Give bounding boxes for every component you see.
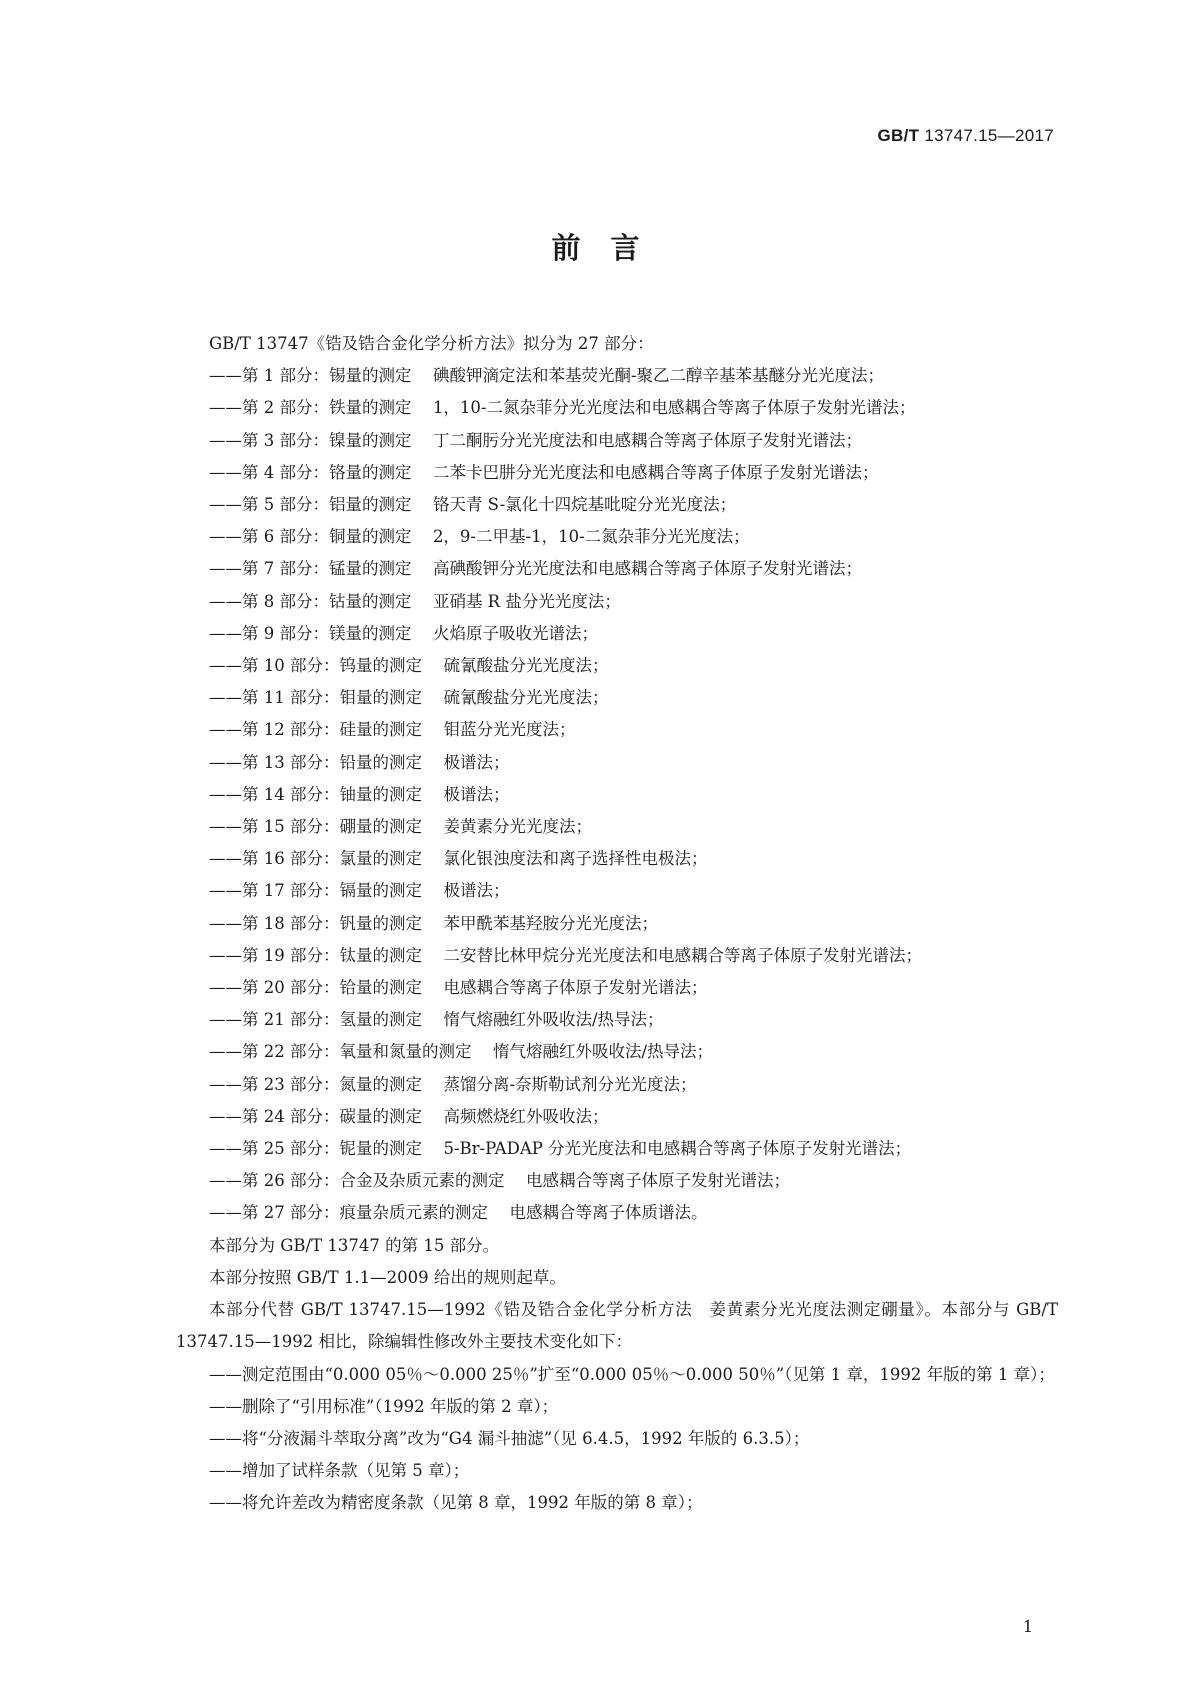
- drafting-paragraph: 本部分按照 GB/T 1.1—2009 给出的规则起草。: [209, 1267, 566, 1287]
- dash-mark: ——: [209, 688, 242, 708]
- part-label: 第 21 部分：氢量的测定: [242, 1010, 422, 1030]
- part-item: [176, 811, 1058, 843]
- part-label: 第 17 部分：镉量的测定: [242, 881, 422, 901]
- part-item: [176, 650, 1058, 682]
- dash-mark: ——: [209, 1042, 242, 1062]
- dash-mark: ——: [209, 462, 242, 482]
- part-method: 2，9-二甲基-1，10-二氮杂菲分光光度法；: [432, 527, 750, 547]
- part-label: 第 3 部分：镍量的测定: [242, 430, 412, 450]
- part-method: 电感耦合等离子体质谱法。: [509, 1203, 708, 1223]
- part-method: 电感耦合等离子体原子发射光谱法；: [443, 978, 708, 998]
- parts-list: [176, 360, 1058, 1229]
- dash-mark: ——: [209, 817, 242, 837]
- part-method: 极谱法；: [443, 881, 510, 901]
- part-method: 硫氰酸盐分光光度法；: [443, 688, 609, 708]
- dash-mark: ——: [209, 978, 242, 998]
- dash-mark: ——: [209, 656, 242, 676]
- part-method: 苯甲酰苯基羟胺分光光度法；: [443, 913, 658, 933]
- part-item: [176, 457, 1058, 489]
- part-method: 氯化银浊度法和离子选择性电极法；: [443, 849, 708, 869]
- dash-mark: ——: [209, 623, 242, 643]
- part-method: 蒸馏分离-奈斯勒试剂分光光度法；: [443, 1074, 697, 1094]
- part-method: 1，10-二氮杂菲分光光度法和电感耦合等离子体原子发射光谱法；: [432, 398, 916, 418]
- part-label: 第 9 部分：镁量的测定: [242, 623, 412, 643]
- dash-mark: ——: [209, 559, 242, 579]
- change-item: [176, 1391, 1058, 1423]
- part-method: 电感耦合等离子体原子发射光谱法；: [525, 1171, 790, 1191]
- part-item: [176, 1101, 1058, 1133]
- dash-mark: ——: [209, 1106, 242, 1126]
- change-text: 测定范围由“0.000 05％～0.000 25％”扩至“0.000 05％～0.000 50％”（见第 1 章，1992 年版的第 1 章）；: [242, 1364, 1055, 1384]
- part-label: 第 25 部分：铌量的测定: [242, 1139, 422, 1159]
- part-of-paragraph: 本部分为 GB/T 13747 的第 15 部分。: [209, 1235, 500, 1255]
- part-label: 第 7 部分：锰量的测定: [242, 559, 412, 579]
- change-item: [176, 1359, 1058, 1391]
- part-item: [176, 843, 1058, 875]
- part-method: 碘酸钾滴定法和苯基荧光酮-聚乙二醇辛基苯基醚分光光度法；: [432, 366, 885, 386]
- page-number: 1: [1022, 1617, 1033, 1636]
- part-label: 第 13 部分：铅量的测定: [242, 752, 422, 772]
- dash-mark: ——: [209, 495, 242, 515]
- part-method: 硫氰酸盐分光光度法；: [443, 656, 609, 676]
- part-label: 第 22 部分：氧量和氮量的测定: [242, 1042, 472, 1062]
- part-item: [176, 1165, 1058, 1197]
- dash-mark: ——: [209, 1203, 242, 1223]
- dash-mark: ——: [209, 1493, 242, 1513]
- part-item: [176, 714, 1058, 746]
- part-label: 第 20 部分：铪量的测定: [242, 978, 422, 998]
- page-title: 前言: [551, 231, 670, 265]
- part-item: [176, 1069, 1058, 1101]
- part-item: [176, 489, 1058, 521]
- part-item: [176, 618, 1058, 650]
- part-item: [176, 875, 1058, 907]
- change-text: 删除了“引用标准”（1992 年版的第 2 章）；: [242, 1396, 559, 1416]
- part-label: 第 26 部分：合金及杂质元素的测定: [242, 1171, 505, 1191]
- part-method: 火焰原子吸收光谱法；: [432, 623, 598, 643]
- dash-mark: ——: [209, 784, 242, 804]
- part-label: 第 1 部分：锡量的测定: [242, 366, 412, 386]
- part-item: [176, 972, 1058, 1004]
- part-method: 惰气熔融红外吸收法/热导法；: [443, 1010, 664, 1030]
- part-item: [176, 1133, 1058, 1165]
- part-item: [176, 779, 1058, 811]
- part-method: 钼蓝分光光度法；: [443, 720, 576, 740]
- dash-mark: ——: [209, 881, 242, 901]
- dash-mark: ——: [209, 1171, 242, 1191]
- part-label: 第 23 部分：氮量的测定: [242, 1074, 422, 1094]
- dash-mark: ——: [209, 430, 242, 450]
- standard-prefix: GB/T: [877, 126, 920, 145]
- change-text: 将允许差改为精密度条款（见第 8 章，1992 年版的第 8 章）；: [242, 1493, 703, 1513]
- intro-paragraph: GB/T 13747《锆及锆合金化学分析方法》拟分为 27 部分：: [209, 334, 654, 353]
- dash-mark: ——: [209, 591, 242, 611]
- part-label: 第 27 部分：痕量杂质元素的测定: [242, 1203, 488, 1223]
- part-item: [176, 392, 1058, 424]
- dash-mark: ——: [209, 1074, 242, 1094]
- part-item: [176, 553, 1058, 585]
- part-item: [176, 360, 1058, 392]
- dash-mark: ——: [209, 1139, 242, 1159]
- dash-mark: ——: [209, 366, 242, 386]
- part-item: [176, 747, 1058, 779]
- part-label: 第 6 部分：铜量的测定: [242, 527, 412, 547]
- dash-mark: ——: [209, 752, 242, 772]
- dash-mark: ——: [209, 1396, 242, 1416]
- part-method: 铬天青 S-氯化十四烷基吡啶分光光度法；: [432, 495, 737, 515]
- part-label: 第 14 部分：铀量的测定: [242, 784, 422, 804]
- change-text: 将“分液漏斗萃取分离”改为“G4 漏斗抽滤”（见 6.4.5，1992 年版的 6.3.5）；: [242, 1428, 810, 1448]
- dash-mark: ——: [209, 1461, 242, 1481]
- part-label: 第 10 部分：钨量的测定: [242, 656, 422, 676]
- part-method: 5-Br-PADAP 分光光度法和电感耦合等离子体原子发射光谱法；: [443, 1139, 912, 1159]
- standard-code: 13747.15—2017: [924, 126, 1054, 145]
- part-method: 极谱法；: [443, 752, 510, 772]
- part-method: 极谱法；: [443, 784, 510, 804]
- part-label: 第 2 部分：铁量的测定: [242, 398, 412, 418]
- part-item: [176, 521, 1058, 553]
- change-item: [176, 1487, 1058, 1519]
- part-label: 第 15 部分：硼量的测定: [242, 817, 422, 837]
- part-method: 丁二酮肟分光光度法和电感耦合等离子体原子发射光谱法；: [432, 430, 862, 450]
- dash-mark: ——: [209, 1010, 242, 1030]
- dash-mark: ——: [209, 398, 242, 418]
- part-item: [176, 908, 1058, 940]
- part-item: [176, 1036, 1058, 1068]
- part-label: 第 8 部分：钴量的测定: [242, 591, 412, 611]
- replace-paragraph: 本部分代替 GB/T 13747.15—1992《锆及锆合金化学分析方法 姜黄素分光光度法测定硼量》。本部分与 GB/T 13747.15—1992 相比，除编辑性修改外主要技术变化如下：: [176, 1300, 1058, 1352]
- part-method: 二苯卡巴肼分光光度法和电感耦合等离子体原子发射光谱法；: [432, 462, 879, 482]
- part-label: 第 18 部分：钒量的测定: [242, 913, 422, 933]
- part-label: 第 11 部分：钼量的测定: [242, 688, 422, 708]
- part-label: 第 12 部分：硅量的测定: [242, 720, 422, 740]
- dash-mark: ——: [209, 849, 242, 869]
- dash-mark: ——: [209, 1428, 242, 1448]
- part-item: [176, 586, 1058, 618]
- dash-mark: ——: [209, 1364, 242, 1384]
- change-item: [176, 1423, 1058, 1455]
- part-item: [176, 1004, 1058, 1036]
- part-label: 第 19 部分：钛量的测定: [242, 945, 422, 965]
- part-label: 第 24 部分：碳量的测定: [242, 1106, 422, 1126]
- changes-list: [176, 1359, 1058, 1520]
- dash-mark: ——: [209, 720, 242, 740]
- part-item: [176, 940, 1058, 972]
- part-item: [176, 1197, 1058, 1229]
- dash-mark: ——: [209, 945, 242, 965]
- part-method: 惰气熔融红外吸收法/热导法；: [492, 1042, 713, 1062]
- part-label: 第 5 部分：铝量的测定: [242, 495, 412, 515]
- part-method: 高频燃烧红外吸收法；: [443, 1106, 609, 1126]
- part-label: 第 16 部分：氯量的测定: [242, 849, 422, 869]
- standard-number: [878, 126, 1054, 146]
- document-body: [176, 328, 1058, 1520]
- dash-mark: ——: [209, 913, 242, 933]
- part-item: [176, 425, 1058, 457]
- change-item: [176, 1455, 1058, 1487]
- part-method: 高碘酸钾分光光度法和电感耦合等离子体原子发射光谱法；: [432, 559, 862, 579]
- part-label: 第 4 部分：铬量的测定: [242, 462, 412, 482]
- dash-mark: ——: [209, 527, 242, 547]
- part-method: 二安替比林甲烷分光光度法和电感耦合等离子体原子发射光谱法；: [443, 945, 922, 965]
- change-text: 增加了试样条款（见第 5 章）；: [242, 1461, 470, 1481]
- part-item: [176, 682, 1058, 714]
- part-method: 姜黄素分光光度法；: [443, 817, 592, 837]
- part-method: 亚硝基 R 盐分光光度法；: [432, 591, 621, 611]
